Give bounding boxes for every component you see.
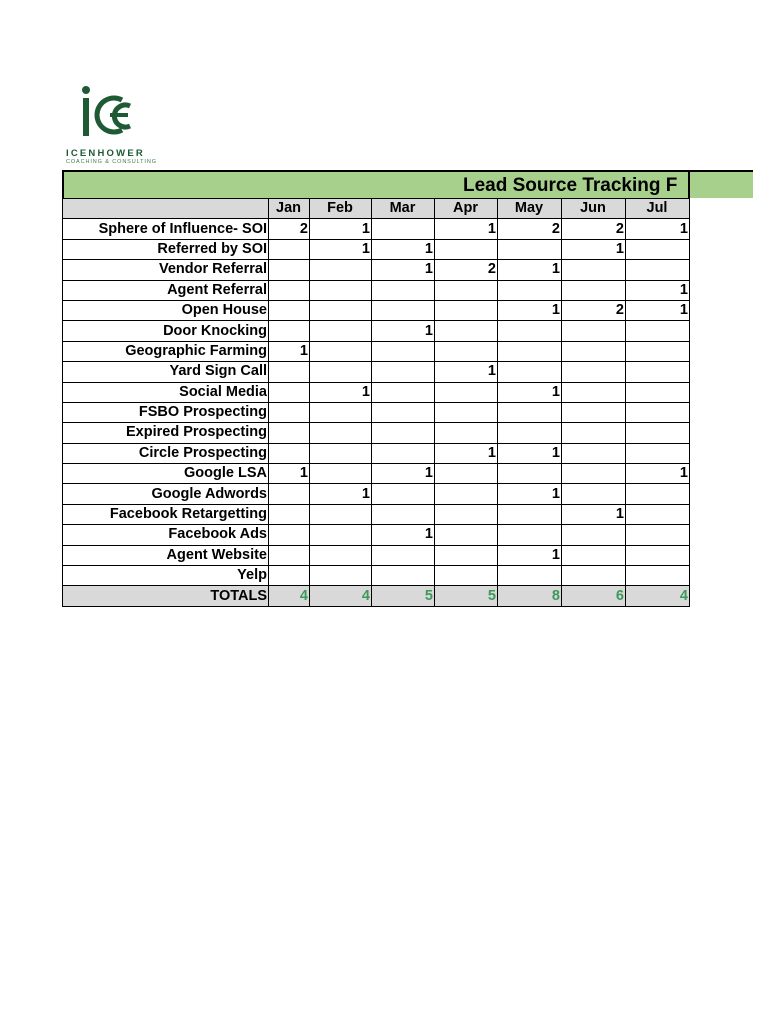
count-cell[interactable] (626, 504, 690, 524)
count-cell[interactable]: 1 (498, 484, 562, 504)
month-header-jan[interactable]: Jan (269, 199, 310, 219)
table-row (63, 300, 690, 320)
count-cell[interactable]: 1 (435, 362, 498, 382)
icc-logo-icon (80, 84, 138, 142)
count-cell[interactable] (626, 321, 690, 341)
count-cell[interactable] (626, 362, 690, 382)
count-cell[interactable]: 2 (435, 260, 498, 280)
count-cell[interactable] (269, 545, 310, 565)
count-cell[interactable] (372, 280, 435, 300)
count-cell[interactable] (562, 423, 626, 443)
month-header-jun[interactable]: Jun (562, 199, 626, 219)
count-cell[interactable] (626, 260, 690, 280)
count-cell[interactable] (626, 423, 690, 443)
total-cell[interactable]: 6 (562, 586, 626, 606)
count-cell[interactable] (310, 341, 372, 361)
count-cell[interactable] (269, 566, 310, 586)
table-row (63, 545, 690, 565)
table-row (63, 239, 690, 259)
count-cell[interactable] (562, 484, 626, 504)
count-cell[interactable]: 1 (435, 443, 498, 463)
count-cell[interactable] (562, 280, 626, 300)
count-cell[interactable] (435, 321, 498, 341)
count-cell[interactable] (562, 443, 626, 463)
count-cell[interactable] (269, 321, 310, 341)
count-cell[interactable] (269, 504, 310, 524)
count-cell[interactable] (562, 464, 626, 484)
count-cell[interactable] (562, 402, 626, 422)
month-header-jul[interactable]: Jul (626, 199, 690, 219)
lead-source-label[interactable]: Agent Website (63, 545, 269, 565)
count-cell[interactable]: 1 (562, 504, 626, 524)
lead-source-label[interactable]: Referred by SOI (63, 239, 269, 259)
month-header-may[interactable]: May (498, 199, 562, 219)
count-cell[interactable] (435, 525, 498, 545)
count-cell[interactable] (626, 484, 690, 504)
count-cell[interactable] (435, 382, 498, 402)
count-cell[interactable] (269, 239, 310, 259)
count-cell[interactable]: 1 (372, 464, 435, 484)
count-cell[interactable] (626, 239, 690, 259)
count-cell[interactable] (310, 525, 372, 545)
count-cell[interactable] (310, 545, 372, 565)
table-row (63, 443, 690, 463)
total-cell[interactable]: 4 (310, 586, 372, 606)
count-cell[interactable]: 1 (498, 443, 562, 463)
count-cell[interactable] (269, 525, 310, 545)
title-bar-edge (688, 170, 690, 198)
totals-row (63, 586, 690, 606)
count-cell[interactable] (626, 525, 690, 545)
lead-source-label[interactable]: Agent Referral (63, 280, 269, 300)
count-cell[interactable]: 1 (562, 239, 626, 259)
count-cell[interactable] (498, 402, 562, 422)
count-cell[interactable] (310, 423, 372, 443)
count-cell[interactable] (498, 362, 562, 382)
count-cell[interactable] (435, 423, 498, 443)
count-cell[interactable] (269, 484, 310, 504)
count-cell[interactable] (372, 341, 435, 361)
lead-source-label[interactable]: Facebook Retargetting (63, 504, 269, 524)
count-cell[interactable]: 1 (372, 260, 435, 280)
count-cell[interactable] (372, 443, 435, 463)
month-header-feb[interactable]: Feb (310, 199, 372, 219)
count-cell[interactable]: 1 (626, 219, 690, 239)
lead-source-label[interactable]: Google Adwords (63, 484, 269, 504)
count-cell[interactable] (498, 321, 562, 341)
count-cell[interactable] (310, 280, 372, 300)
count-cell[interactable] (562, 382, 626, 402)
lead-source-label[interactable]: Expired Prospecting (63, 423, 269, 443)
lead-source-label[interactable]: Facebook Ads (63, 525, 269, 545)
count-cell[interactable] (562, 362, 626, 382)
count-cell[interactable] (562, 545, 626, 565)
count-cell[interactable] (435, 464, 498, 484)
count-cell[interactable]: 1 (498, 260, 562, 280)
count-cell[interactable] (372, 402, 435, 422)
table-row (63, 484, 690, 504)
table-row (63, 362, 690, 382)
count-cell[interactable] (310, 321, 372, 341)
count-cell[interactable] (562, 566, 626, 586)
count-cell[interactable]: 1 (372, 239, 435, 259)
count-cell[interactable] (562, 525, 626, 545)
count-cell[interactable]: 1 (626, 464, 690, 484)
count-cell[interactable]: 1 (269, 464, 310, 484)
count-cell[interactable] (269, 402, 310, 422)
count-cell[interactable]: 1 (626, 300, 690, 320)
count-cell[interactable]: 2 (562, 219, 626, 239)
count-cell[interactable] (626, 443, 690, 463)
count-cell[interactable] (269, 260, 310, 280)
count-cell[interactable]: 1 (310, 219, 372, 239)
count-cell[interactable] (435, 402, 498, 422)
count-cell[interactable]: 1 (269, 341, 310, 361)
count-cell[interactable]: 1 (498, 300, 562, 320)
count-cell[interactable]: 1 (626, 280, 690, 300)
total-cell[interactable]: 4 (626, 586, 690, 606)
count-cell[interactable] (435, 484, 498, 504)
count-cell[interactable]: 1 (435, 219, 498, 239)
table-row (63, 525, 690, 545)
header-corner-cell[interactable] (63, 199, 269, 219)
count-cell[interactable] (435, 545, 498, 565)
count-cell[interactable] (435, 341, 498, 361)
total-cell[interactable]: 5 (372, 586, 435, 606)
count-cell[interactable] (562, 341, 626, 361)
count-cell[interactable] (498, 341, 562, 361)
sheet-title: Lead Source Tracking F (463, 175, 678, 196)
count-cell[interactable] (269, 362, 310, 382)
count-cell[interactable] (435, 566, 498, 586)
table-row (63, 402, 690, 422)
count-cell[interactable] (269, 443, 310, 463)
count-cell[interactable]: 1 (310, 484, 372, 504)
table-row (63, 566, 690, 586)
lead-source-label[interactable]: Sphere of Influence- SOI (63, 219, 269, 239)
count-cell[interactable] (310, 402, 372, 422)
table-row (63, 341, 690, 361)
count-cell[interactable]: 2 (498, 219, 562, 239)
count-cell[interactable]: 1 (310, 382, 372, 402)
count-cell[interactable]: 1 (310, 239, 372, 259)
count-cell[interactable] (310, 504, 372, 524)
count-cell[interactable] (310, 362, 372, 382)
table-row (63, 504, 690, 524)
count-cell[interactable]: 1 (498, 382, 562, 402)
count-cell[interactable] (435, 239, 498, 259)
lead-source-label[interactable]: FSBO Prospecting (63, 402, 269, 422)
count-cell[interactable] (372, 566, 435, 586)
count-cell[interactable] (269, 280, 310, 300)
total-cell[interactable]: 5 (435, 586, 498, 606)
count-cell[interactable] (310, 300, 372, 320)
count-cell[interactable]: 1 (372, 525, 435, 545)
count-cell[interactable] (310, 464, 372, 484)
lead-source-label[interactable]: Circle Prospecting (63, 443, 269, 463)
count-cell[interactable] (435, 300, 498, 320)
count-cell[interactable] (372, 504, 435, 524)
count-cell[interactable] (498, 464, 562, 484)
table-row (63, 321, 690, 341)
count-cell[interactable] (269, 382, 310, 402)
count-cell[interactable] (435, 504, 498, 524)
count-cell[interactable] (435, 280, 498, 300)
count-cell[interactable] (626, 402, 690, 422)
count-cell[interactable] (562, 260, 626, 280)
count-cell[interactable] (626, 566, 690, 586)
count-cell[interactable] (626, 341, 690, 361)
lead-source-label[interactable]: Door Knocking (63, 321, 269, 341)
count-cell[interactable] (498, 525, 562, 545)
logo-wordmark: ICENHOWER (66, 148, 145, 159)
lead-source-label[interactable]: Open House (63, 300, 269, 320)
sheet-title-bar (62, 170, 753, 198)
count-cell[interactable] (310, 260, 372, 280)
table-row (63, 464, 690, 484)
lead-source-table (62, 198, 690, 607)
count-cell[interactable] (498, 504, 562, 524)
lead-source-label[interactable]: Vendor Referral (63, 260, 269, 280)
count-cell[interactable] (372, 423, 435, 443)
count-cell[interactable] (498, 566, 562, 586)
table-row (63, 219, 690, 239)
logo-tagline: COACHING & CONSULTING (66, 159, 157, 165)
count-cell[interactable] (310, 566, 372, 586)
company-logo (64, 84, 157, 166)
count-cell[interactable] (498, 280, 562, 300)
lead-source-label[interactable]: Yard Sign Call (63, 362, 269, 382)
count-cell[interactable]: 2 (562, 300, 626, 320)
total-cell[interactable]: 4 (269, 586, 310, 606)
count-cell[interactable] (372, 300, 435, 320)
table-row (63, 280, 690, 300)
table-row (63, 382, 690, 402)
count-cell[interactable] (372, 219, 435, 239)
total-cell[interactable]: 8 (498, 586, 562, 606)
lead-source-label[interactable]: Geographic Farming (63, 341, 269, 361)
month-header-row (63, 199, 690, 219)
totals-label[interactable]: TOTALS (63, 586, 269, 606)
count-cell[interactable] (269, 423, 310, 443)
count-cell[interactable] (498, 239, 562, 259)
count-cell[interactable]: 1 (372, 321, 435, 341)
count-cell[interactable] (372, 382, 435, 402)
count-cell[interactable]: 1 (498, 545, 562, 565)
table-row (63, 260, 690, 280)
count-cell[interactable] (372, 362, 435, 382)
table-row (63, 423, 690, 443)
lead-source-label[interactable]: Yelp (63, 566, 269, 586)
count-cell[interactable] (562, 321, 626, 341)
month-header-apr[interactable]: Apr (435, 199, 498, 219)
count-cell[interactable]: 2 (269, 219, 310, 239)
count-cell[interactable] (626, 545, 690, 565)
count-cell[interactable] (310, 443, 372, 463)
lead-source-label[interactable]: Google LSA (63, 464, 269, 484)
count-cell[interactable] (372, 484, 435, 504)
count-cell[interactable] (372, 545, 435, 565)
lead-source-label[interactable]: Social Media (63, 382, 269, 402)
count-cell[interactable] (269, 300, 310, 320)
count-cell[interactable] (626, 382, 690, 402)
count-cell[interactable] (498, 423, 562, 443)
month-header-mar[interactable]: Mar (372, 199, 435, 219)
